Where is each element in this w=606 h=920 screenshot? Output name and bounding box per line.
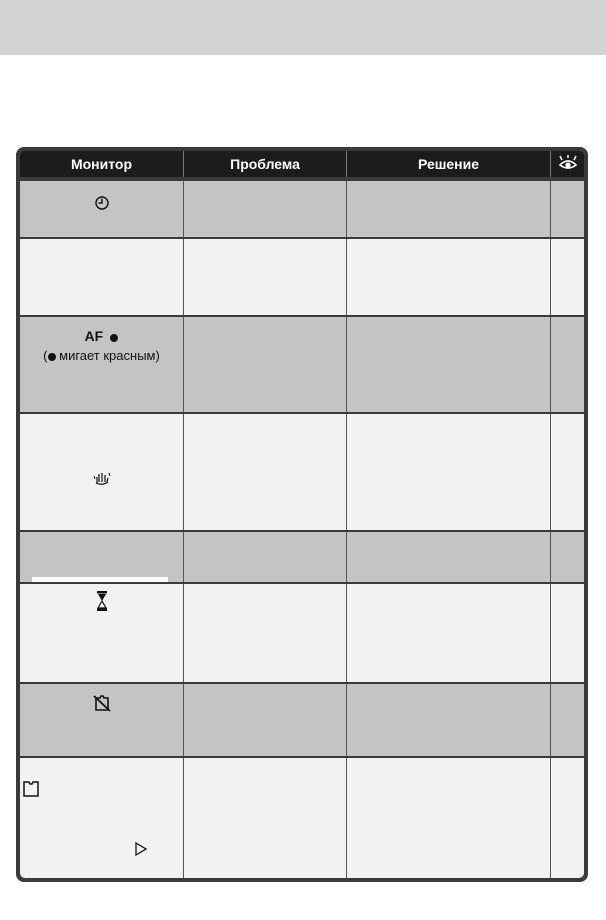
dot-indicator-icon bbox=[48, 353, 56, 361]
header-problem: Проблема bbox=[184, 151, 347, 177]
table-row bbox=[20, 582, 584, 682]
card-error-icon bbox=[92, 694, 112, 712]
problem-cell bbox=[184, 758, 347, 878]
solution-cell bbox=[347, 239, 551, 315]
page-ref-cell bbox=[551, 684, 584, 756]
table-row bbox=[20, 530, 584, 582]
hand-shake-icon bbox=[93, 470, 111, 486]
monitor-cell bbox=[20, 532, 184, 582]
eye-icon bbox=[557, 155, 579, 173]
page-ref-cell bbox=[551, 181, 584, 237]
solution-cell bbox=[347, 758, 551, 878]
problem-cell bbox=[184, 317, 347, 412]
problem-cell bbox=[184, 239, 347, 315]
problem-cell bbox=[184, 684, 347, 756]
monitor-cell bbox=[20, 684, 184, 756]
play-icon bbox=[134, 842, 148, 856]
monitor-cell bbox=[20, 584, 184, 682]
solution-cell bbox=[347, 684, 551, 756]
monitor-cell bbox=[20, 758, 184, 878]
clock-icon bbox=[94, 195, 110, 211]
header-eye-cell bbox=[551, 151, 584, 177]
solution-cell bbox=[347, 584, 551, 682]
page-ref-cell bbox=[551, 317, 584, 412]
monitor-cell bbox=[20, 239, 184, 315]
header-monitor: Монитор bbox=[20, 151, 184, 177]
table-row bbox=[20, 682, 584, 756]
page-ref-cell bbox=[551, 532, 584, 582]
solution-cell bbox=[347, 414, 551, 530]
table-row bbox=[20, 237, 584, 315]
monitor-cell bbox=[20, 181, 184, 237]
problem-cell bbox=[184, 532, 347, 582]
monitor-cell bbox=[20, 414, 184, 530]
problem-cell bbox=[184, 584, 347, 682]
af-indicator: AF bbox=[85, 327, 119, 346]
hourglass-icon bbox=[96, 590, 108, 612]
af-note: ( мигает красным) bbox=[43, 348, 160, 363]
page-ref-cell bbox=[551, 758, 584, 878]
dot-indicator-icon bbox=[110, 334, 118, 342]
solution-cell bbox=[347, 317, 551, 412]
page-header-band bbox=[0, 0, 606, 55]
solution-cell bbox=[347, 181, 551, 237]
page-ref-cell bbox=[551, 584, 584, 682]
problem-cell bbox=[184, 414, 347, 530]
page-ref-cell bbox=[551, 414, 584, 530]
solution-cell bbox=[347, 532, 551, 582]
memory-card-icon bbox=[22, 780, 40, 798]
monitor-cell bbox=[20, 317, 184, 412]
problem-cell bbox=[184, 181, 347, 237]
header-solution: Решение bbox=[347, 151, 551, 177]
table-row bbox=[20, 412, 584, 530]
table-row bbox=[20, 315, 584, 412]
table-row bbox=[20, 179, 584, 237]
table-row bbox=[20, 756, 584, 878]
table-header bbox=[20, 151, 584, 177]
page-ref-cell bbox=[551, 239, 584, 315]
